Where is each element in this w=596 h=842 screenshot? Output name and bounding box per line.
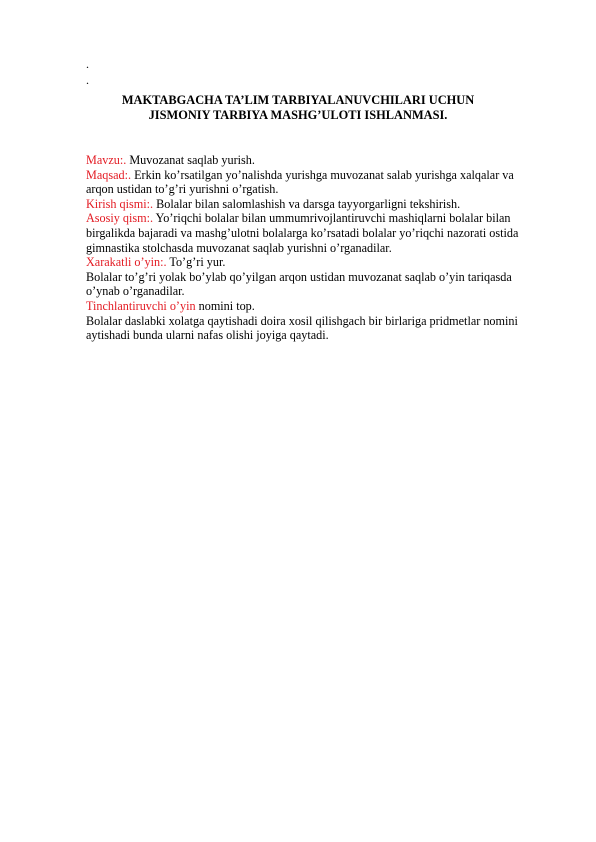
goal-text: Erkin ko’rsatilgan yo’nalishda yurishga muvozanat salab yurishga xalqalar va arqon ustidan to’g’ri yurishni o’rgatish. <box>86 167 514 197</box>
goal-label: Maqsad:. <box>86 167 132 182</box>
active-game-label: Xarakatli o’yin:. <box>86 255 167 270</box>
topic-label: Mavzu:. <box>86 153 127 167</box>
lesson-body <box>86 153 526 343</box>
main-part-text: Yo’riqchi bolalar bilan ummumrivojlantiruvchi mashiqlarni bolalar bilan birgalikda bajaradi va mashg’ulotni bolalarga ko’rsatadi bolalar yo’riqchi nazorati ostida gimnastika stolchasda muvozanat saqlab yurishni o’rganadilar. <box>86 211 519 255</box>
intro-paragraph <box>86 197 526 212</box>
leading-dot: . <box>86 57 89 71</box>
leading-dot: . <box>86 73 89 87</box>
active-game-text: To’g’ri yur. <box>166 255 226 270</box>
topic-text: Muvozanat saqlab yurish. <box>126 153 255 167</box>
document-title <box>86 93 510 123</box>
calming-game-text: nomini top. <box>195 298 255 313</box>
intro-text: Bolalar bilan salomlashish va darsga tayyorgarligni tekshirish. <box>153 196 461 211</box>
active-game-paragraph <box>86 255 526 270</box>
main-part-label: Asosiy qism:. <box>86 211 154 226</box>
main-part-paragraph <box>86 211 526 255</box>
goal-paragraph <box>86 168 526 197</box>
calming-game-paragraph <box>86 299 526 314</box>
active-game-description: Bolalar to’g’ri yolak bo’ylab qo’yilgan arqon ustidan muvozanat saqlab o’yin tariqasda o’ynab o’rganadilar. <box>86 269 512 299</box>
title-line: MAKTABGACHA TA’LIM TARBIYALANUVCHILARI UCHUN <box>121 93 475 107</box>
calming-game-label: Tinchlantiruvchi o’yin <box>86 298 196 313</box>
intro-label: Kirish qismi:. <box>86 196 154 211</box>
title-line: JISMONIY TARBIYA MASHG’ULOTI ISHLANMASI. <box>148 108 448 122</box>
calming-game-description: Bolalar daslabki xolatga qaytishadi doira xosil qilishgach bir birlariga pridmetlar nomini aytishadi bunda ularni nafas olishi joyiga qaytadi. <box>86 313 518 343</box>
topic-paragraph <box>86 153 526 168</box>
